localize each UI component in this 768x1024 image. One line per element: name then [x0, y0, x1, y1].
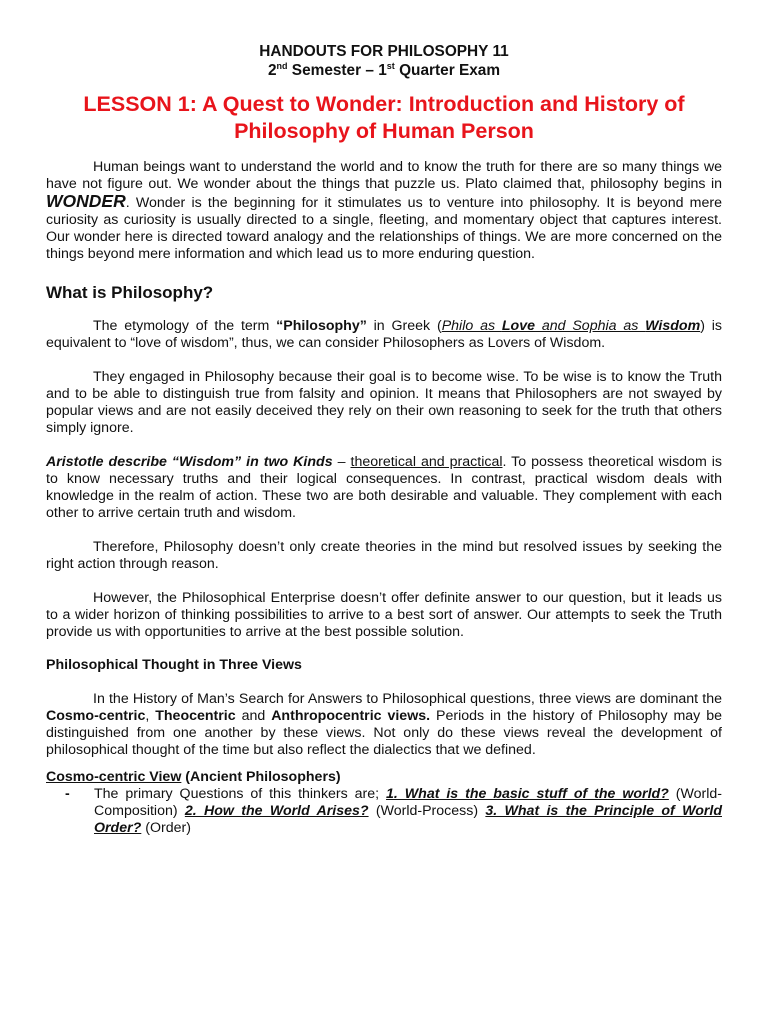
question-3: 3. What is the Principle of World Order?	[94, 803, 722, 836]
philo-term: Philo as	[441, 318, 502, 334]
three-views-text-a: In the History of Man’s Search for Answers to Philosophical questions, three views are dominant the	[93, 691, 722, 707]
question-2-tag: (World-Process)	[368, 803, 486, 819]
three-views-heading: Philosophical Thought in Three Views	[46, 657, 302, 673]
anthropocentric-term: Anthropocentric views.	[271, 708, 431, 724]
exam-subtitle	[46, 61, 722, 80]
three-views-and: and	[235, 708, 272, 724]
what-is-philosophy-heading: What is Philosophy?	[46, 283, 214, 302]
etymology-paragraph	[46, 318, 722, 352]
etymology-text-b: in Greek (	[366, 318, 442, 334]
exam-subtitle-mid: Semester – 1	[287, 62, 387, 79]
cosmo-centric-view-label: Cosmo-centric View	[46, 769, 182, 785]
three-views-comma: ,	[145, 708, 156, 724]
quarter-suffix: st	[386, 61, 395, 71]
philosophy-term: “Philosophy”	[276, 318, 367, 334]
intro-text-b: . Wonder is the beginning for it stimulates us to venture into philosophy. It is beyond mere curiosity as curiosity is usually directed to a single, fleeting, and momentary object that captures interest. Our wonder here is directed toward analogy and the relationships of things. We are more concerned on the things beyond mere information and which lead us to more enduring question.	[46, 195, 722, 262]
question-2: 2. How the World Arises?	[184, 803, 369, 819]
wisdom-kinds: theoretical and practical	[350, 454, 503, 470]
lesson-title-line1: LESSON 1: A Quest to Wonder: Introduction and History of	[83, 92, 685, 116]
therefore-paragraph: Therefore, Philosophy doesn’t only create theories in the mind but resolved issues by seeking the right action through reason.	[46, 539, 722, 572]
course-title: HANDOUTS FOR PHILOSOPHY 11	[259, 43, 509, 60]
aristotle-paragraph	[46, 454, 722, 522]
goal-paragraph: They engaged in Philosophy because their goal is to become wise. To be wise is to know the Truth and to be able to distinguish true from falsity and opinion. It means that Philosophers are not swayed by popular views and are not easily deceived they rely on their own reasoning to seek for the truth that others simply ignore.	[46, 369, 722, 436]
wisdom-term: Wisdom	[645, 318, 701, 334]
theocentric-term: Theocentric	[155, 708, 236, 724]
cosmo-centric-term: Cosmo-centric	[46, 708, 146, 724]
intro-paragraph	[46, 159, 722, 263]
aristotle-rest: . To possess theoretical wisdom is to know necessary truths and their logical consequences. In contrast, practical wisdom deals with knowledge in the realm of action. These two are both desirable and valuable. They complement with each other to arrive certain truth and wisdom.	[46, 454, 723, 521]
sophia-term: and Sophia as	[535, 318, 646, 334]
etymology-text-a: The etymology of the term	[93, 318, 277, 334]
exam-subtitle-end: Quarter Exam	[394, 62, 501, 79]
love-term: Love	[501, 318, 536, 334]
questions-intro: The primary Questions of this thinkers are;	[94, 786, 387, 802]
dash-bullet: -	[65, 786, 70, 802]
lesson-title	[46, 91, 722, 145]
cosmo-centric-period: (Ancient Philosophers)	[181, 769, 341, 785]
question-3-tag: (Order)	[141, 820, 191, 836]
however-paragraph: However, the Philosophical Enterprise doesn’t offer definite answer to our question, but it leads us to a wider horizon of thinking possibilities to arrive to a best sort of answer. Our attempts to seek the Truth provide us with opportunities to arrive at the best possible solution.	[46, 590, 722, 640]
semester-number: 2	[267, 62, 277, 79]
semester-suffix: nd	[276, 61, 288, 71]
three-views-paragraph	[46, 691, 722, 759]
aristotle-dash: –	[332, 454, 351, 470]
lesson-title-line2: Philosophy of Human Person	[234, 119, 534, 143]
question-1: 1. What is the basic stuff of the world?	[386, 786, 669, 802]
cosmo-centric-list-item	[46, 786, 722, 837]
cosmo-centric-heading	[46, 769, 722, 786]
aristotle-lead: Aristotle describe “Wisdom” in two Kinds	[46, 454, 333, 470]
wonder-emphasis: WONDER	[46, 191, 126, 211]
intro-text-a: Human beings want to understand the world and to know the truth for there are so many things we have not figure out. We wonder about the things that puzzle us. Plato claimed that, philosophy begins in	[46, 159, 722, 192]
three-views-text-b: Periods in the history of Philosophy may be distinguished from one another by these views. Not only do these views reveal the development of philosophical thought of the time but also reflect the dialectics that we defined.	[46, 708, 722, 758]
question-1-tag: (World-Composition)	[94, 786, 723, 819]
etymology-text-c: ) is equivalent to “love of wisdom”, thus, we can consider Philosophers as Lovers of Wisdom.	[46, 318, 722, 351]
